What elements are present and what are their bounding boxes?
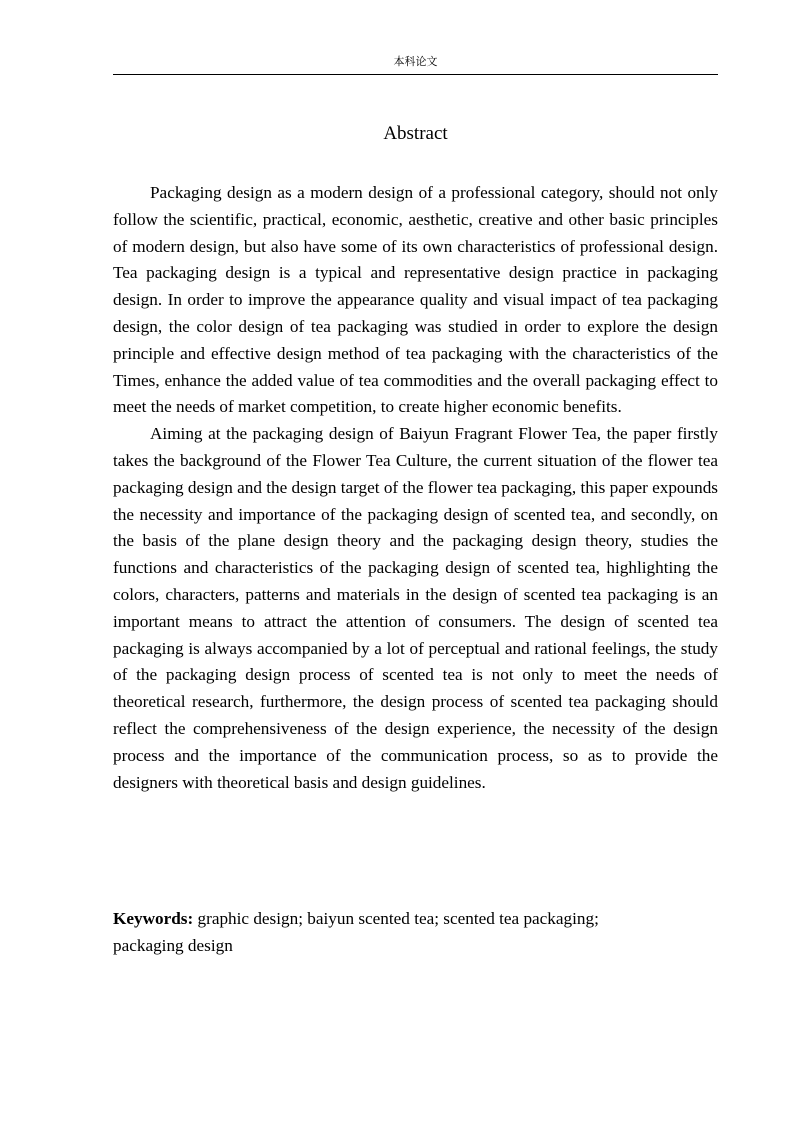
keywords-line-1: graphic design; baiyun scented tea; scented tea packaging; [197, 909, 599, 928]
abstract-body [113, 180, 718, 796]
abstract-paragraph: Packaging design as a modern design of a professional category, should not only follow the scientific, practical, economic, aesthetic, creative and other basic principles of modern design, but also have some of its own characteristics of professional design. Tea packaging design is a typical and representative design practice in packaging design. In order to improve the appearance quality and visual impact of tea packaging design, the color design of tea packaging was studied in order to explore the design principle and effective design method of tea packaging with the characteristics of the Times, enhance the added value of tea commodities and the overall packaging effect to meet the needs of market competition, to create higher economic benefits. [113, 183, 718, 417]
keywords-label: Keywords: [113, 909, 194, 928]
keywords-section [113, 905, 718, 959]
running-title: 本科论文 [393, 55, 438, 68]
abstract-title: Abstract [383, 123, 448, 144]
keywords-line-2: packaging design [113, 936, 233, 955]
abstract-paragraph: Aiming at the packaging design of Baiyun Fragrant Flower Tea, the paper firstly takes the background of the Flower Tea Culture, the current situation of the flower tea packaging design and the design target of the flower tea packaging, this paper expounds the necessity and importance of the packaging design of scented tea, and secondly, on the basis of the plane design theory and the packaging design theory, studies the functions and characteristics of the packaging design of scented tea, highlighting the colors, characters, patterns and materials in the design of scented tea packaging is an important means to attract the attention of consumers. The design of scented tea packaging is always accompanied by a lot of perceptual and rational feelings, the study of the packaging design process of scented tea is not only to meet the needs of theoretical research, furthermore, the design process of scented tea packaging should reflect the comprehensiveness of the design experience, the necessity of the design process and the importance of the communication process, so as to provide the designers with theoretical basis and design guidelines. [113, 424, 718, 792]
running-header [113, 55, 718, 75]
